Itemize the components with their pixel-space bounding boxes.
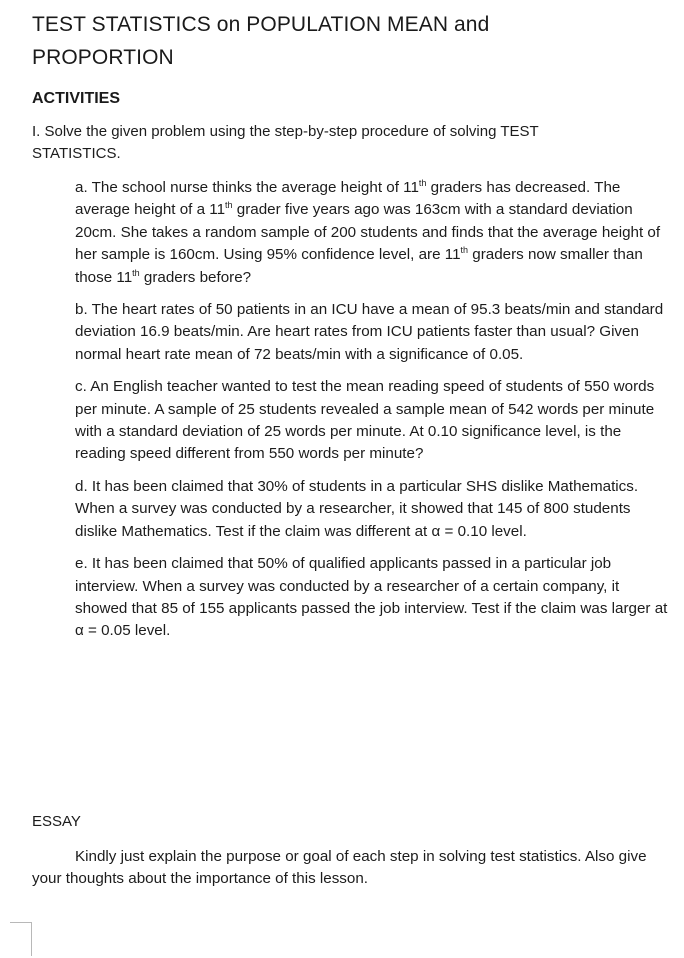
problem-e: e. It has been claimed that 50% of qualified applicants passed in a particular job interview. When a survey was conducted by a researcher of a certain company, it showed that 85 of 155 applicants passed the job interview. Test if the claim was larger at α = 0.05 level. (75, 555, 668, 640)
page-title (32, 8, 652, 74)
problem-a-text-4: graders now smaller than those 11 (75, 246, 643, 286)
instruction-line-2: STATISTICS. (32, 145, 121, 162)
problem-a-sup-2: th (225, 200, 233, 211)
page-title-line-2: PROPORTION (32, 46, 174, 69)
problem-a-text-1: a. The school nurse thinks the average height of 11 (75, 179, 419, 196)
problem-a-text-2: graders has decreased. The average height of a 11 (75, 179, 621, 219)
page-corner-mark (10, 922, 32, 956)
problem-d: d. It has been claimed that 30% of students in a particular SHS dislike Mathematics. When a survey was conducted by a researcher, it showed that 145 of 800 students dislike Mathematics. Test if the claim was different at α = 0.10 level. (75, 477, 639, 540)
problem-list (75, 177, 675, 653)
problem-a (75, 177, 675, 289)
problem-a-sup-1: th (418, 177, 427, 188)
instruction-line-1: I. Solve the given problem using the step-by-step procedure of solving TEST (32, 123, 539, 140)
problem-c: c. An English teacher wanted to test the mean reading speed of students of 550 words per minute. A sample of 25 students revealed a sample mean of 542 words per minute with a standard deviation of 25 words per minute. At 0.10 significance level, is the reading speed different from 550 words per minute? (75, 378, 655, 463)
problem-a-text-5: graders before? (139, 268, 252, 286)
problem-a-sup-3: th (460, 245, 469, 256)
instruction-text (32, 121, 652, 165)
essay-instructions: Kindly just explain the purpose or goal of each step in solving test statistics. Also give your thoughts about the importance of this lesson. (32, 848, 647, 887)
problem-b: b. The heart rates of 50 patients in an ICU have a mean of 95.3 beats/min and standard deviation 16.9 beats/min. Are heart rates from ICU patients faster than usual? Given normal heart rate mean of 72 beats/min with a significance of 0.05. (75, 301, 664, 363)
activities-heading: ACTIVITIES (32, 90, 121, 107)
page-title-line-1: TEST STATISTICS on POPULATION MEAN and (32, 13, 490, 36)
problem-a-text-3: grader five years ago was 163cm with a standard deviation 20cm. She takes a random sample of 200 students and finds that the average height of her sample is 160cm. Using 95% confidence level, are 11 (75, 201, 661, 264)
essay-heading: ESSAY (32, 813, 81, 830)
problem-a-sup-4: th (132, 267, 140, 278)
